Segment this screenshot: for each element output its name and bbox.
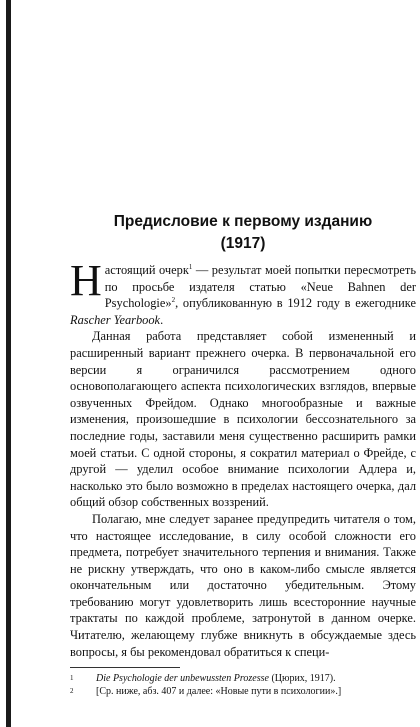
p1-text-c: , опубликованную в 1912 году в ежегоднике <box>175 296 416 311</box>
footnote-number: 2 <box>70 687 74 695</box>
book-page <box>70 0 416 727</box>
paragraph-2: Данная работа представляет собой измененный и расширенный вариант прежнего очерка. В первоначальной его версии я ограничился рассмотрением одного основополагающего аспекта психологических взглядов, впервые озвученных Фрейдом. Однако многообразные и важные изменения, произошедшие в психологии бессознательного за последние годы, заставили меня существенно расширить рамки моей статьи. С одной стороны, я сократил материал о Фрейде, с другой — уделил особое внимание психологии Адлера и, насколько это было возможно в пределах настоящего очерка, дал общий обзор собственных воззрений. <box>70 329 416 510</box>
footnote-text <box>96 672 416 685</box>
body-text <box>70 256 416 660</box>
p1-text-b: — результат моей попытки пересмотреть по просьбе издателя статью «Neue Bahnen der Psychologie» <box>104 263 416 311</box>
footnote-number: 1 <box>70 674 74 682</box>
paragraph-3: Полагаю, мне следует заранее предупредить читателя о том, что настоящее исследование, в силу особой сложности его предмета, потребует значительного терпения и внимания. Также не рискну утверждать, что оно в каком-либо смысле является окончательным или достаточно убедительным. Этому требованию могут удовлетворить лишь всесторонние научные трактаты по каждой проблеме, затронутой в данном очерке. Читателю, желающему глубже вникнуть в обсуждаемые здесь вопросы, я бы рекомендовал обратиться к специ- <box>70 511 416 659</box>
footnotes <box>70 672 416 698</box>
paragraph-1 <box>70 256 416 328</box>
footnote-ref-2: 2 <box>171 296 176 305</box>
chapter-heading <box>70 211 416 255</box>
yearbook-title: Rascher Yearbook <box>70 312 161 327</box>
footnote-1 <box>70 672 416 685</box>
footnote-ref-1: 1 <box>188 262 193 271</box>
heading-title: Предисловие к первому изданию <box>113 213 373 230</box>
p1-text-d: . <box>160 312 164 327</box>
footnote-rest: (Цюрих, 1917). <box>268 673 336 684</box>
drop-cap: Н <box>70 256 102 305</box>
page-edge-bar <box>6 0 11 727</box>
footnote-book-title: Die Psychologie der unbewussten Prozesse <box>96 673 269 684</box>
footnote-rest: [Ср. ниже, абз. 407 и далее: «Новые пути в психологии».] <box>96 686 342 697</box>
heading-year: (1917) <box>220 235 266 252</box>
footnote-2 <box>70 685 416 698</box>
footnote-divider <box>70 667 180 668</box>
p1-text-a: астоящий очерк <box>104 263 189 277</box>
footnote-text <box>96 685 416 698</box>
